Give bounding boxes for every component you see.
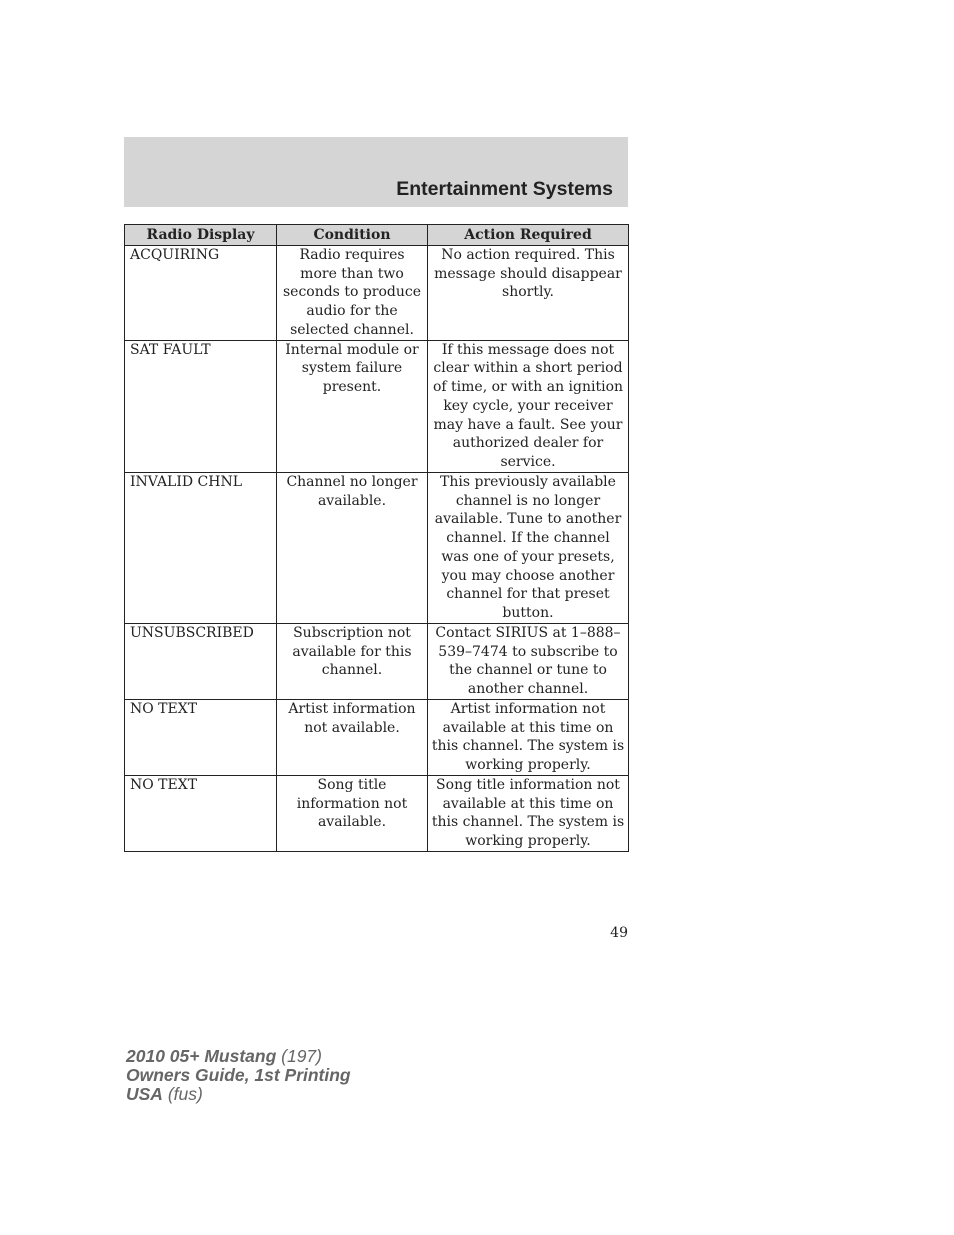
table-row	[125, 245, 629, 340]
condition-cell: Radio requires more than two seconds to produce audio for the selected channel.	[277, 245, 428, 340]
column-header-condition: Condition	[277, 225, 428, 246]
action-cell: No action required. This message should disappear shortly.	[428, 245, 629, 340]
footer-line-market	[126, 1085, 351, 1104]
condition-cell: Internal module or system failure present.	[277, 340, 428, 472]
print-footer	[126, 1047, 351, 1104]
radio-display-cell: ACQUIRING	[125, 245, 277, 340]
action-cell: If this message does not clear within a short period of time, or with an ignition key cycle, your receiver may have a fault. See your authorized dealer for service.	[428, 340, 629, 472]
table-row	[125, 340, 629, 472]
radio-display-cell: NO TEXT	[125, 775, 277, 851]
footer-model: 2010 05+ Mustang	[126, 1046, 277, 1066]
condition-cell: Channel no longer available.	[277, 472, 428, 623]
action-cell: Song title information not available at this time on this channel. The system is working properly.	[428, 775, 629, 851]
radio-display-cell: NO TEXT	[125, 699, 277, 775]
section-header	[124, 137, 628, 207]
page-number: 49	[610, 925, 628, 941]
column-header-radio-display: Radio Display	[125, 225, 277, 246]
footer-line-guide	[126, 1066, 351, 1085]
radio-display-cell: INVALID CHNL	[125, 472, 277, 623]
section-title: Entertainment Systems	[396, 178, 613, 200]
table-row	[125, 775, 629, 851]
condition-cell: Subscription not available for this channel.	[277, 623, 428, 699]
table-row	[125, 472, 629, 623]
footer-market: USA	[126, 1084, 163, 1104]
radio-display-cell: SAT FAULT	[125, 340, 277, 472]
radio-display-table	[124, 224, 629, 852]
footer-model-code: (197)	[276, 1046, 322, 1066]
condition-cell: Artist information not available.	[277, 699, 428, 775]
table-row	[125, 623, 629, 699]
footer-guide: Owners Guide, 1st Printing	[126, 1065, 351, 1085]
action-cell: Artist information not available at this time on this channel. The system is working properly.	[428, 699, 629, 775]
action-cell: Contact SIRIUS at 1–888–539–7474 to subscribe to the channel or tune to another channel.	[428, 623, 629, 699]
radio-display-cell: UNSUBSCRIBED	[125, 623, 277, 699]
table-header-row	[125, 225, 629, 246]
footer-market-code: (fus)	[162, 1084, 203, 1104]
condition-cell: Song title information not available.	[277, 775, 428, 851]
action-cell: This previously available channel is no longer available. Tune to another channel. If the channel was one of your presets, you may choose another channel for that preset button.	[428, 472, 629, 623]
column-header-action-required: Action Required	[428, 225, 629, 246]
footer-line-model	[126, 1047, 351, 1066]
table-row	[125, 699, 629, 775]
